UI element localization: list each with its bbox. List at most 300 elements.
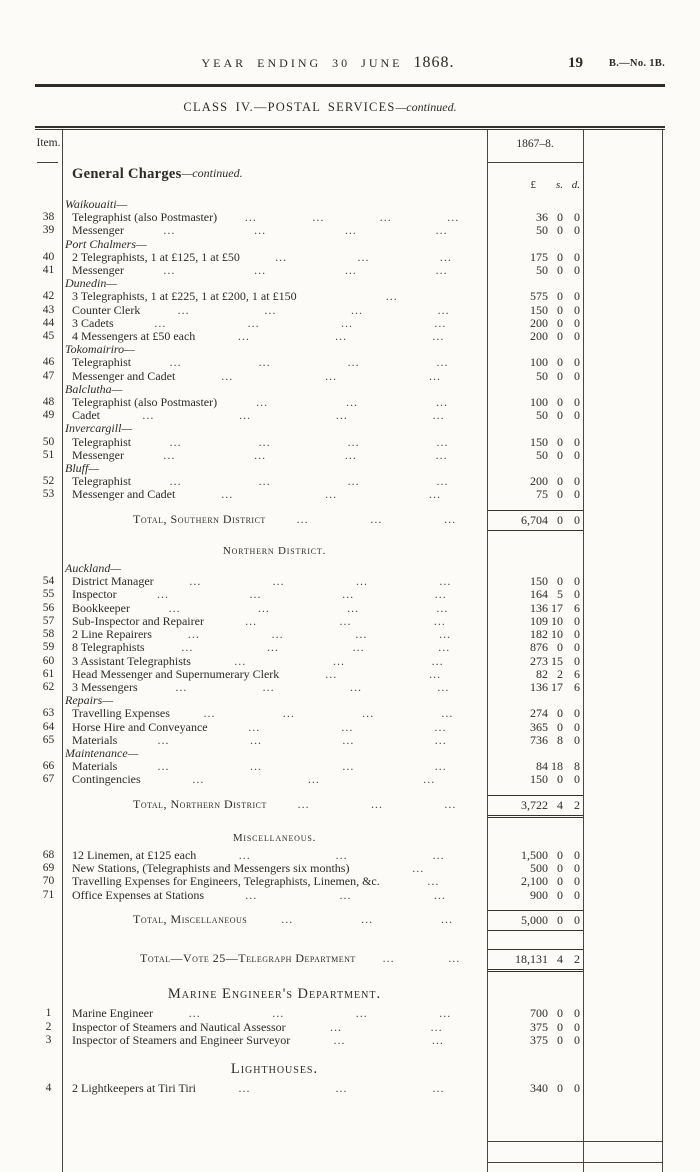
item-description: Inspector of Steamers and Nautical Assessor bbox=[72, 1020, 286, 1034]
amount-cell bbox=[487, 356, 583, 369]
dot-leader: ... bbox=[436, 475, 449, 489]
column-rule-item bbox=[62, 130, 63, 1172]
amount-pence: 0 bbox=[574, 223, 580, 238]
dot-leader: ... bbox=[346, 396, 359, 410]
dot-leader: ... bbox=[163, 224, 176, 238]
total-row bbox=[35, 910, 665, 931]
amount-shillings: 0 bbox=[557, 772, 563, 787]
dot-leader: ... bbox=[430, 1020, 443, 1034]
row-description bbox=[62, 449, 487, 462]
row-description bbox=[62, 795, 487, 818]
dot-leader: ... bbox=[433, 888, 446, 902]
amount-cell bbox=[487, 449, 583, 462]
row-description bbox=[62, 224, 487, 237]
locality-group-label: Tokomairiro— bbox=[65, 343, 135, 357]
row-description bbox=[62, 721, 487, 734]
amount-shillings: 10 bbox=[551, 613, 563, 628]
doc-reference: B.—No. 1B. bbox=[608, 58, 665, 69]
amount-shillings: 0 bbox=[557, 574, 563, 589]
item-number bbox=[35, 198, 62, 211]
dot-leader: ... bbox=[221, 369, 234, 383]
dot-leader: ... bbox=[347, 356, 360, 370]
row-description bbox=[62, 356, 487, 369]
item-number: 67 bbox=[42, 773, 55, 786]
row-description bbox=[62, 862, 487, 875]
row-description bbox=[62, 1082, 487, 1095]
amount-pounds: 36 bbox=[536, 210, 548, 225]
row-description bbox=[62, 707, 487, 720]
item-number bbox=[35, 832, 62, 845]
table-title-continued: —continued. bbox=[395, 100, 457, 114]
amount-cell bbox=[487, 396, 583, 409]
dot-leader: ... bbox=[434, 720, 447, 734]
dot-leader: ... bbox=[175, 680, 188, 694]
dot-leader: ... bbox=[344, 448, 357, 462]
item-number: 62 bbox=[42, 680, 55, 693]
section-heading bbox=[62, 163, 487, 192]
dot-leader: ... bbox=[335, 848, 348, 862]
dot-leader: ... bbox=[434, 733, 447, 747]
amount-pence: 0 bbox=[574, 1032, 580, 1047]
dot-leader: ... bbox=[437, 680, 450, 694]
table-title-text: CLASS IV.—POSTAL SERVICES bbox=[183, 100, 396, 114]
dot-leader: ... bbox=[444, 511, 457, 526]
amount-shillings: 10 bbox=[551, 627, 563, 642]
dot-leader: ... bbox=[432, 848, 445, 862]
row-description bbox=[62, 602, 487, 615]
item-number bbox=[35, 343, 62, 356]
dot-leader: ... bbox=[188, 1007, 201, 1021]
dot-leader: ... bbox=[429, 369, 442, 383]
dot-leader: ... bbox=[437, 303, 450, 317]
item-number: 61 bbox=[42, 667, 55, 680]
table-title bbox=[5, 100, 635, 115]
amount-shillings: 0 bbox=[557, 706, 563, 721]
amount-shillings: 5 bbox=[557, 587, 563, 602]
item-row bbox=[35, 224, 665, 237]
item-row bbox=[35, 681, 665, 694]
row-description bbox=[62, 734, 487, 747]
item-number: 44 bbox=[42, 316, 55, 329]
amount-pounds: 876 bbox=[530, 640, 548, 655]
dot-leader: ... bbox=[352, 641, 365, 655]
amount-cell bbox=[487, 681, 583, 694]
year-column-header: 1867–8. bbox=[487, 130, 583, 163]
page-number: 19 bbox=[568, 55, 583, 71]
item-row bbox=[35, 602, 665, 615]
dot-leader: ... bbox=[275, 250, 288, 264]
dot-leader: ... bbox=[254, 448, 267, 462]
amount-shillings: 0 bbox=[557, 355, 563, 370]
item-number bbox=[35, 694, 62, 707]
dot-leader: ... bbox=[244, 211, 257, 225]
item-row bbox=[35, 317, 665, 330]
amount-pence: 0 bbox=[574, 861, 580, 876]
group-row bbox=[35, 694, 665, 707]
dot-leader: ... bbox=[370, 511, 383, 526]
dot-leader: ... bbox=[168, 601, 181, 615]
section-heading-continued: —continued. bbox=[181, 166, 243, 180]
dot-leader: ... bbox=[439, 250, 452, 264]
amount-shillings: 18 bbox=[551, 759, 563, 774]
amount-pounds: 84 bbox=[536, 759, 548, 774]
amount-shillings: 2 bbox=[557, 666, 563, 681]
item-description: Head Messenger and Supernumerary Clerk bbox=[72, 667, 280, 681]
item-number: 71 bbox=[42, 888, 55, 901]
dot-leader: ... bbox=[271, 628, 284, 642]
item-row bbox=[35, 875, 665, 888]
item-description: Materials bbox=[72, 760, 118, 774]
amount-pounds: 182 bbox=[530, 627, 548, 642]
item-number bbox=[35, 562, 62, 575]
amount-cell bbox=[487, 795, 583, 818]
amount-pounds: 200 bbox=[530, 329, 548, 344]
amount-pence: 0 bbox=[574, 408, 580, 423]
total-row bbox=[35, 795, 665, 818]
amount-pence: 0 bbox=[574, 487, 580, 502]
table-header bbox=[35, 130, 665, 192]
amount-shillings: 0 bbox=[557, 302, 563, 317]
accounts-table bbox=[35, 130, 665, 1172]
amount-shillings: 0 bbox=[557, 249, 563, 264]
dot-leader: ... bbox=[342, 733, 355, 747]
item-number: 56 bbox=[42, 601, 55, 614]
amount-pounds: 700 bbox=[530, 1006, 548, 1021]
item-number bbox=[35, 988, 62, 1001]
amount-cell bbox=[487, 545, 583, 558]
bottom-rule-1 bbox=[487, 1141, 662, 1142]
dot-leader: ... bbox=[436, 601, 449, 615]
item-description: Contingencies bbox=[72, 773, 141, 787]
amount-pounds: 75 bbox=[536, 487, 548, 502]
item-description: Inspector of Steamers and Engineer Surveyor bbox=[72, 1033, 291, 1047]
dot-leader: ... bbox=[431, 654, 444, 668]
item-number: 1 bbox=[45, 1007, 52, 1020]
dot-leader: ... bbox=[335, 409, 348, 423]
dot-leader: ... bbox=[385, 290, 398, 304]
amount-shillings: 17 bbox=[551, 600, 563, 615]
amount-pence: 0 bbox=[574, 447, 580, 462]
amount-cell bbox=[487, 734, 583, 747]
amount-shillings: 0 bbox=[557, 861, 563, 876]
locality-group-label: Auckland— bbox=[65, 562, 121, 576]
item-row bbox=[35, 211, 665, 224]
locality-group-label: Repairs— bbox=[65, 694, 113, 708]
amount-shillings: 0 bbox=[557, 512, 563, 527]
item-description: Messenger bbox=[72, 448, 124, 462]
group-row bbox=[35, 747, 665, 760]
row-description bbox=[62, 949, 487, 972]
item-number: 46 bbox=[42, 356, 55, 369]
amount-cell bbox=[487, 224, 583, 237]
dot-leader: ... bbox=[248, 720, 261, 734]
dot-leader: ... bbox=[264, 303, 277, 317]
item-number bbox=[35, 795, 62, 818]
item-row bbox=[35, 488, 665, 501]
amount-shillings: 0 bbox=[557, 315, 563, 330]
item-description: 12 Linemen, at £125 each bbox=[72, 848, 197, 862]
amount-shillings: 0 bbox=[557, 474, 563, 489]
dot-leader: ... bbox=[347, 475, 360, 489]
item-row bbox=[35, 862, 665, 875]
amount-cell bbox=[487, 304, 583, 317]
amount-cell bbox=[487, 475, 583, 488]
header-rule bbox=[35, 84, 665, 87]
item-number: 45 bbox=[42, 330, 55, 343]
item-number: 65 bbox=[42, 733, 55, 746]
item-row bbox=[35, 396, 665, 409]
item-number: 43 bbox=[42, 303, 55, 316]
amount-pounds: 164 bbox=[530, 587, 548, 602]
amount-cell bbox=[487, 290, 583, 303]
item-description: 2 Lightkeepers at Tiri Tiri bbox=[72, 1082, 197, 1096]
amount-pence: 0 bbox=[574, 249, 580, 264]
amount-shillings: 0 bbox=[557, 329, 563, 344]
dot-leader: ... bbox=[267, 641, 279, 655]
item-row bbox=[35, 1021, 665, 1034]
dot-leader: ... bbox=[257, 601, 270, 615]
amount-cell bbox=[487, 1007, 583, 1020]
amount-pounds: 1,500 bbox=[521, 847, 548, 862]
dot-leader: ... bbox=[339, 614, 352, 628]
dot-leader: ... bbox=[436, 396, 448, 410]
dot-leader: ... bbox=[262, 680, 275, 694]
item-description: Telegraphist bbox=[72, 475, 132, 489]
amount-pence: 0 bbox=[574, 706, 580, 721]
amount-shillings: 0 bbox=[557, 719, 563, 734]
item-description: Cadet bbox=[72, 409, 100, 423]
item-number: 69 bbox=[42, 862, 55, 875]
dot-leader: ... bbox=[258, 475, 271, 489]
item-row bbox=[35, 849, 665, 862]
running-header bbox=[35, 54, 665, 76]
amount-pence: 0 bbox=[574, 289, 580, 304]
row-description bbox=[62, 910, 487, 931]
amount-shillings: 0 bbox=[557, 487, 563, 502]
dot-leader: ... bbox=[254, 264, 267, 278]
column-rule-frame bbox=[662, 130, 663, 1172]
item-number: 49 bbox=[42, 409, 55, 422]
item-row bbox=[35, 436, 665, 449]
dot-leader: ... bbox=[435, 448, 448, 462]
item-number bbox=[35, 383, 62, 396]
dot-leader: ... bbox=[245, 614, 258, 628]
dot-leader: ... bbox=[154, 316, 167, 330]
item-description: Messenger bbox=[72, 264, 124, 278]
amount-cell bbox=[487, 251, 583, 264]
amount-cell bbox=[487, 949, 583, 972]
dot-leader: ... bbox=[312, 211, 325, 225]
amount-shillings: 0 bbox=[557, 434, 563, 449]
amount-pence: 0 bbox=[574, 512, 580, 527]
row-description bbox=[62, 773, 487, 786]
group-row bbox=[35, 198, 665, 211]
row-description bbox=[62, 641, 487, 654]
item-row bbox=[35, 1007, 665, 1020]
amount-pounds: 575 bbox=[530, 289, 548, 304]
amount-pounds: 6,704 bbox=[521, 512, 548, 527]
row-description bbox=[62, 211, 487, 224]
dot-leader: ... bbox=[342, 760, 355, 774]
dot-leader: ... bbox=[355, 628, 368, 642]
amount-pence: 6 bbox=[574, 600, 580, 615]
item-description: District Manager bbox=[72, 575, 154, 589]
item-row bbox=[35, 615, 665, 628]
group-row bbox=[35, 238, 665, 251]
amount-shillings: 15 bbox=[551, 653, 563, 668]
item-row bbox=[35, 290, 665, 303]
description-column-header bbox=[62, 130, 487, 163]
dot-leader: ... bbox=[439, 1007, 452, 1021]
group-row bbox=[35, 277, 665, 290]
dot-leader: ... bbox=[432, 409, 445, 423]
item-row bbox=[35, 721, 665, 734]
amount-pounds: 50 bbox=[536, 263, 548, 278]
item-description: Telegraphist (also Postmaster) bbox=[72, 211, 218, 225]
dot-leader: ... bbox=[256, 396, 269, 410]
dot-leader: ... bbox=[157, 733, 170, 747]
locality-group-label: Maintenance— bbox=[65, 746, 139, 760]
amount-pounds: 150 bbox=[530, 434, 548, 449]
item-number: 66 bbox=[42, 760, 55, 773]
section-row bbox=[35, 988, 665, 1001]
dot-leader: ... bbox=[433, 614, 446, 628]
bottom-rule-2 bbox=[487, 1162, 662, 1163]
item-number: 39 bbox=[42, 224, 55, 237]
dot-leader: ... bbox=[432, 1082, 445, 1096]
group-row bbox=[35, 343, 665, 356]
amount-shillings: 0 bbox=[557, 447, 563, 462]
dot-leader: ... bbox=[427, 875, 440, 889]
amount-shillings: 4 bbox=[557, 797, 563, 812]
item-row bbox=[35, 889, 665, 902]
item-description: 3 Assistant Telegraphists bbox=[72, 654, 191, 668]
running-title bbox=[202, 56, 455, 70]
amount-pounds: 274 bbox=[530, 706, 548, 721]
dot-leader: ... bbox=[329, 1020, 342, 1034]
dot-leader: ... bbox=[333, 1033, 346, 1047]
amount-pence: 0 bbox=[574, 434, 580, 449]
row-description bbox=[62, 681, 487, 694]
dot-leader: ... bbox=[272, 575, 285, 589]
row-description bbox=[62, 760, 487, 773]
dot-leader: ... bbox=[361, 911, 374, 926]
item-number: 59 bbox=[42, 641, 55, 654]
section-row bbox=[35, 832, 665, 845]
amount-pence: 0 bbox=[574, 587, 580, 602]
dot-leader: ... bbox=[332, 654, 345, 668]
row-description bbox=[62, 475, 487, 488]
column-rule-pence bbox=[583, 130, 584, 1172]
locality-group-label: Bluff— bbox=[65, 462, 100, 476]
total-row bbox=[35, 949, 665, 972]
amount-pence: 0 bbox=[574, 474, 580, 489]
item-description: Telegraphist bbox=[72, 435, 132, 449]
item-number bbox=[35, 422, 62, 435]
locality-group-label: Balclutha— bbox=[65, 382, 123, 396]
pounds-header: £ bbox=[530, 179, 536, 191]
amount-pence: 0 bbox=[574, 355, 580, 370]
dot-leader: ... bbox=[169, 356, 182, 370]
item-row bbox=[35, 409, 665, 422]
amount-pounds: 100 bbox=[530, 395, 548, 410]
amount-pounds: 50 bbox=[536, 408, 548, 423]
item-number: 41 bbox=[42, 264, 55, 277]
item-row bbox=[35, 356, 665, 369]
group-row bbox=[35, 462, 665, 475]
row-description bbox=[62, 575, 487, 588]
group-row bbox=[35, 562, 665, 575]
item-number: 60 bbox=[42, 654, 55, 667]
dot-leader: ... bbox=[435, 264, 448, 278]
amount-shillings: 0 bbox=[557, 395, 563, 410]
item-number: 42 bbox=[42, 290, 55, 303]
dot-leader: ... bbox=[347, 435, 360, 449]
row-description bbox=[62, 370, 487, 383]
dot-leader: ... bbox=[169, 435, 182, 449]
dot-leader: ... bbox=[351, 303, 363, 317]
locality-group-label: Waikouaiti— bbox=[65, 198, 128, 211]
dot-leader: ... bbox=[362, 707, 375, 721]
amount-pounds: 200 bbox=[530, 315, 548, 330]
section-title: Lighthouses. bbox=[230, 1062, 319, 1077]
dot-leader: ... bbox=[258, 356, 271, 370]
amount-shillings: 0 bbox=[557, 1032, 563, 1047]
amount-pounds: 3,722 bbox=[521, 797, 548, 812]
amount-shillings: 0 bbox=[557, 1006, 563, 1021]
amount-pounds: 82 bbox=[536, 666, 548, 681]
dot-leader: ... bbox=[181, 641, 194, 655]
amount-pounds: 273 bbox=[530, 653, 548, 668]
amount-pence: 0 bbox=[574, 847, 580, 862]
table-header-row-2 bbox=[35, 163, 665, 192]
row-description bbox=[62, 1021, 487, 1034]
amount-shillings: 0 bbox=[557, 847, 563, 862]
amount-pounds: 200 bbox=[530, 474, 548, 489]
row-description bbox=[62, 615, 487, 628]
amount-pounds: 365 bbox=[530, 719, 548, 734]
item-description: Bookkeeper bbox=[72, 601, 130, 615]
amount-pence: 0 bbox=[574, 395, 580, 410]
item-description: Inspector bbox=[72, 588, 117, 602]
section-title: Northern District. bbox=[222, 544, 327, 557]
amount-cell bbox=[487, 889, 583, 902]
item-row bbox=[35, 655, 665, 668]
item-description: Office Expenses at Stations bbox=[72, 888, 205, 902]
row-description bbox=[62, 628, 487, 641]
amount-cell bbox=[487, 370, 583, 383]
row-description bbox=[62, 1007, 487, 1020]
row-description bbox=[62, 330, 487, 343]
item-description: Telegraphist (also Postmaster) bbox=[72, 396, 218, 410]
dot-leader: ... bbox=[444, 796, 457, 811]
item-number bbox=[35, 545, 62, 558]
item-row bbox=[35, 760, 665, 773]
item-row bbox=[35, 588, 665, 601]
dot-leader: ... bbox=[258, 435, 271, 449]
item-description: 3 Telegraphists, 1 at £225, 1 at £200, 1 at £150 bbox=[72, 290, 297, 304]
row-description bbox=[62, 436, 487, 449]
amount-shillings: 0 bbox=[557, 1081, 563, 1096]
section-title: Miscellaneous. bbox=[232, 831, 317, 844]
amount-cell bbox=[487, 422, 583, 435]
dot-leader: ... bbox=[434, 760, 447, 774]
row-description bbox=[62, 409, 487, 422]
section-title: Marine Engineer's Department. bbox=[167, 988, 382, 1002]
amount-cell bbox=[487, 773, 583, 786]
total-label: Total, Northern District bbox=[133, 796, 267, 811]
item-row bbox=[35, 304, 665, 317]
